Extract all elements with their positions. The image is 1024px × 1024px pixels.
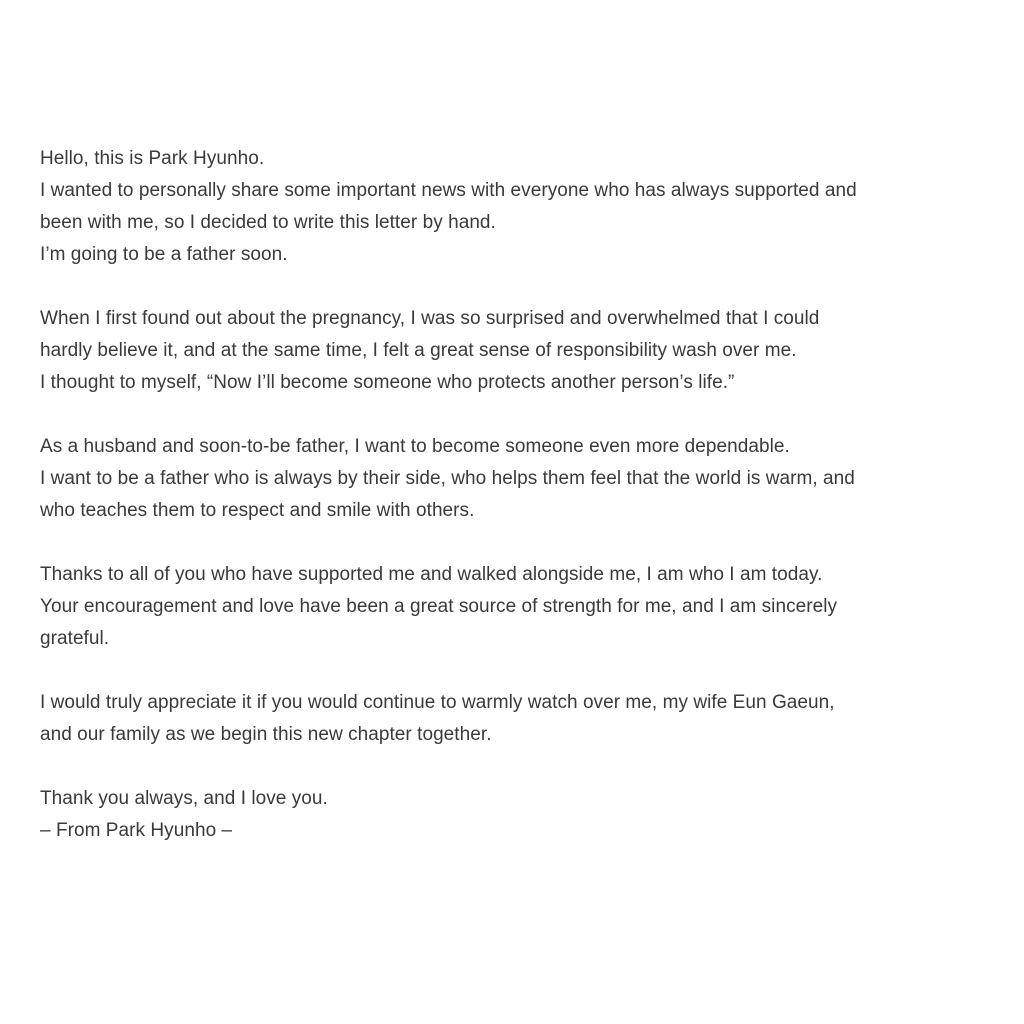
letter-line: I would truly appreciate it if you would continue to warmly watch over me, my wife Eun Gaeun, — [40, 692, 835, 713]
letter-paragraph-request — [40, 687, 990, 751]
letter-line: I’m going to be a father soon. — [40, 244, 288, 265]
letter-line: Hello, this is Park Hyunho. — [40, 148, 265, 169]
letter-line: Your encouragement and love have been a great source of strength for me, and I am sincerely — [40, 596, 838, 617]
letter-body — [40, 143, 990, 847]
letter-paragraph-signoff — [40, 783, 990, 847]
letter-line: been with me, so I decided to write this letter by hand. — [40, 212, 496, 233]
letter-line: I thought to myself, “Now I’ll become someone who protects another person’s life.” — [40, 372, 735, 393]
letter-line: hardly believe it, and at the same time, I felt a great sense of responsibility wash over me. — [40, 340, 797, 361]
letter-line: I wanted to personally share some important news with everyone who has always supported and — [40, 180, 857, 201]
letter-paragraph-father — [40, 431, 990, 527]
letter-line: and our family as we begin this new chapter together. — [40, 724, 492, 745]
letter-line: As a husband and soon-to-be father, I want to become someone even more dependable. — [40, 436, 790, 457]
letter-paragraph-greeting — [40, 143, 990, 271]
letter-line: When I first found out about the pregnancy, I was so surprised and overwhelmed that I could — [40, 308, 820, 329]
letter-line: who teaches them to respect and smile with others. — [40, 500, 475, 521]
letter-paragraph-thanks — [40, 559, 990, 655]
letter-closing: Thank you always, and I love you. — [40, 788, 328, 809]
letter-paragraph-discovery — [40, 303, 990, 399]
letter-signature: – From Park Hyunho – — [40, 820, 233, 841]
letter-line: grateful. — [40, 628, 110, 649]
letter-line: I want to be a father who is always by their side, who helps them feel that the world is warm, and — [40, 468, 855, 489]
letter-line: Thanks to all of you who have supported me and walked alongside me, I am who I am today. — [40, 564, 823, 585]
